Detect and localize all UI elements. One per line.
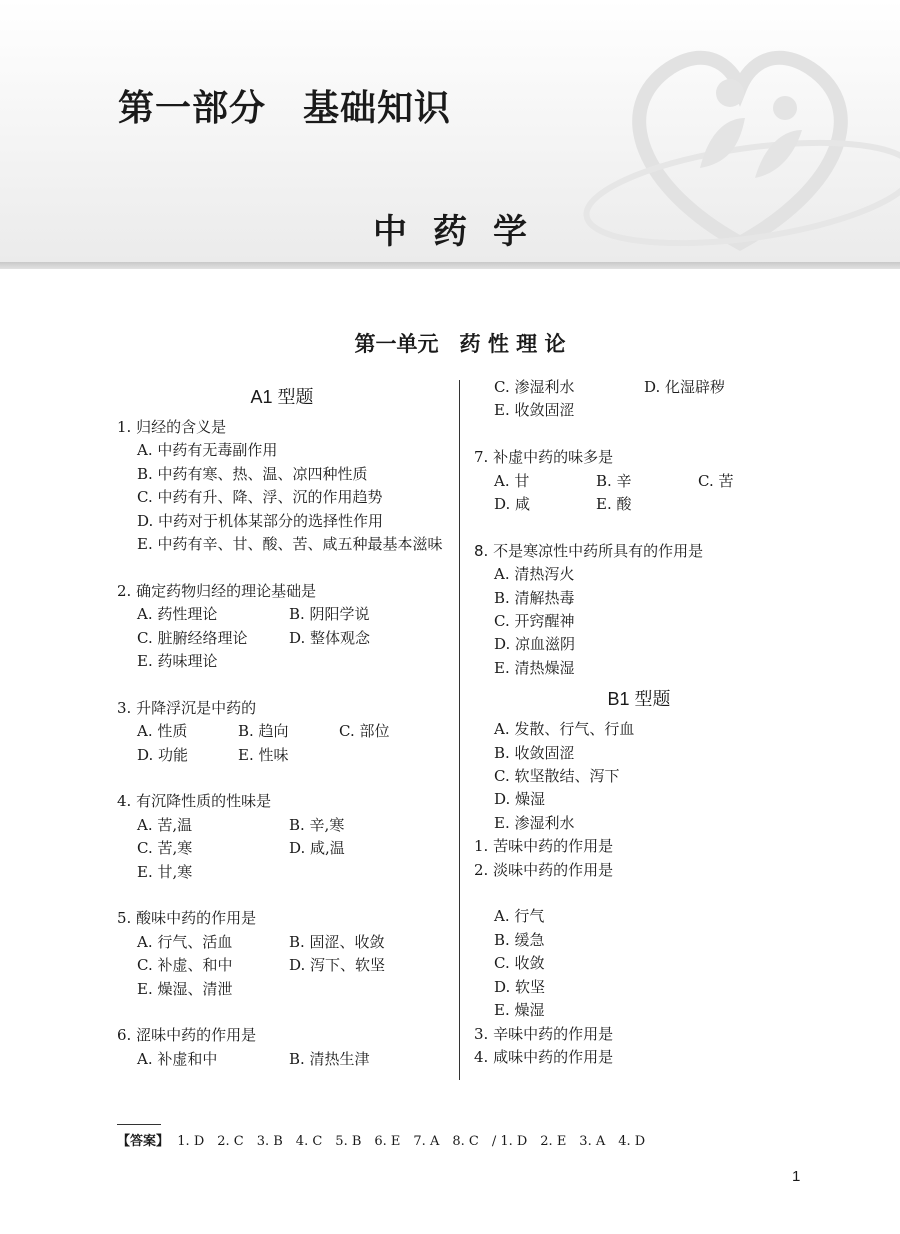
option-a: A. 行气、活血 xyxy=(137,932,233,951)
option-c: C. 收敛 xyxy=(494,954,545,973)
option-b: B. 清热生津 xyxy=(289,1049,370,1068)
option-e: E. 甘,寒 xyxy=(137,862,193,881)
question-stem: 3. 升降浮沉是中药的 xyxy=(117,698,257,717)
option-e: E. 清热燥湿 xyxy=(494,658,575,677)
option-row xyxy=(474,493,774,516)
b1-question-4: 4. 咸味中药的作用是 xyxy=(474,1047,614,1066)
option-a: A. 行气 xyxy=(494,907,545,926)
option-c: C. 脏腑经络理论 xyxy=(137,628,248,647)
left-column xyxy=(117,376,447,1071)
option-b: B. 缓急 xyxy=(494,930,545,949)
option-b: B. 辛,寒 xyxy=(289,815,345,834)
option-d: D. 咸 xyxy=(494,495,531,514)
option-d: D. 燥湿 xyxy=(494,790,546,809)
option-row xyxy=(117,954,447,977)
option-row xyxy=(474,376,774,399)
option-d: D. 凉血滋阴 xyxy=(494,635,576,654)
option-row xyxy=(117,837,447,860)
option-b: B. 阴阳学说 xyxy=(289,605,370,624)
option-e: E. 性味 xyxy=(238,745,289,764)
option-c: C. 开窍醒神 xyxy=(494,612,575,631)
question-stem: 5. 酸味中药的作用是 xyxy=(117,909,257,928)
option-c: C. 渗湿利水 xyxy=(494,378,575,396)
option-row xyxy=(117,603,447,626)
option-c: C. 补虚、和中 xyxy=(137,956,233,975)
unit-title: 第一单元 药 性 理 论 xyxy=(354,331,566,356)
option-e: E. 燥湿 xyxy=(494,1001,545,1020)
question-6-continued xyxy=(474,376,774,423)
question-1 xyxy=(117,416,447,556)
option-a: A. 发散、行气、行血 xyxy=(494,720,635,739)
option-a: A. 苦,温 xyxy=(137,815,193,834)
option-d: D. 泻下、软坚 xyxy=(289,956,386,975)
option-d: D. 化湿辟秽 xyxy=(644,378,726,396)
question-stem: 7. 补虚中药的味多是 xyxy=(474,448,614,467)
option-row xyxy=(117,931,447,954)
option-e: E. 渗湿利水 xyxy=(494,813,575,832)
option-row xyxy=(117,814,447,837)
option-e: E. 药味理论 xyxy=(137,652,218,671)
part-title: 第一部分 基础知识 xyxy=(118,87,452,129)
subject-title: 中药学 xyxy=(373,212,553,252)
option-row xyxy=(117,627,447,650)
question-stem-text: 寒凉性中药所具有的作用是 xyxy=(523,541,704,560)
option-e: E. 收敛固涩 xyxy=(494,401,575,420)
option-row xyxy=(474,470,774,493)
option-a: A. 清热泻火 xyxy=(494,565,575,584)
option-e: E. 酸 xyxy=(596,495,632,514)
option-c: C. 苦,寒 xyxy=(137,839,193,858)
option-d: D. 咸,温 xyxy=(289,839,345,858)
option-c: C. 部位 xyxy=(339,722,390,741)
answer-text: 1. D 2. C 3. B 4. C 5. B 6. E 7. A 8. C / 1. D 2. E 3. A 4. D xyxy=(177,1134,646,1149)
option-a: A. 药性理论 xyxy=(137,605,218,624)
answer-key xyxy=(117,1131,645,1153)
b1-group-2 xyxy=(474,905,774,1069)
answer-rule xyxy=(117,1124,161,1125)
header-divider-bar xyxy=(0,262,900,269)
option-a: A. 甘 xyxy=(494,471,530,490)
option-b: B. 固涩、收敛 xyxy=(289,932,385,951)
question-8 xyxy=(474,540,774,680)
question-stem-emphasis: 8. 不是 xyxy=(474,541,524,560)
b1-question-1: 1. 苦味中药的作用是 xyxy=(474,837,614,856)
question-2 xyxy=(117,580,447,674)
option-b: B. 清解热毒 xyxy=(494,588,575,607)
question-5 xyxy=(117,907,447,1001)
b1-question-2: 2. 淡味中药的作用是 xyxy=(474,860,614,879)
section-title-b1: B1 型题 xyxy=(607,689,671,710)
question-7 xyxy=(474,446,774,516)
b1-group-1 xyxy=(474,718,774,882)
b1-question-3: 3. 辛味中药的作用是 xyxy=(474,1024,614,1043)
option-e: E. 燥湿、清泄 xyxy=(137,979,233,998)
option-b: B. 趋向 xyxy=(238,722,289,741)
question-3 xyxy=(117,697,447,767)
option-a: A. 补虚和中 xyxy=(137,1049,218,1068)
question-stem xyxy=(474,540,774,563)
question-stem: 1. 归经的含义是 xyxy=(117,418,227,436)
option-e: E. 中药有辛、甘、酸、苦、咸五种最基本滋味 xyxy=(137,535,443,554)
question-stem: 4. 有沉降性质的性味是 xyxy=(117,792,272,811)
spacer xyxy=(474,882,774,905)
option-a: A. 性质 xyxy=(137,722,188,741)
answer-label: 【答案】 xyxy=(117,1134,170,1149)
option-b: B. 收敛固涩 xyxy=(494,743,575,762)
option-row xyxy=(117,1048,447,1071)
option-c: C. 苦 xyxy=(698,471,734,490)
option-row xyxy=(117,720,447,743)
option-b: B. 中药有寒、热、温、凉四种性质 xyxy=(137,464,368,483)
question-4 xyxy=(117,790,447,884)
option-row xyxy=(117,744,447,767)
option-d: D. 软坚 xyxy=(494,977,546,996)
column-divider xyxy=(459,380,460,1080)
right-column xyxy=(474,376,774,1069)
option-d: D. 中药对于机体某部分的选择性作用 xyxy=(137,511,384,530)
option-b: B. 辛 xyxy=(596,471,632,490)
section-title-a1: A1 型题 xyxy=(250,387,314,407)
option-d: D. 整体观念 xyxy=(289,628,371,647)
option-c: C. 软坚散结、泻下 xyxy=(494,767,620,786)
option-c: C. 中药有升、降、浮、沉的作用趋势 xyxy=(137,488,383,507)
question-6 xyxy=(117,1024,447,1071)
page-number: 1 xyxy=(792,1168,801,1185)
question-stem: 2. 确定药物归经的理论基础是 xyxy=(117,581,317,600)
option-d: D. 功能 xyxy=(137,745,189,764)
option-a: A. 中药有无毒副作用 xyxy=(137,441,278,460)
question-stem: 6. 涩味中药的作用是 xyxy=(117,1026,257,1045)
